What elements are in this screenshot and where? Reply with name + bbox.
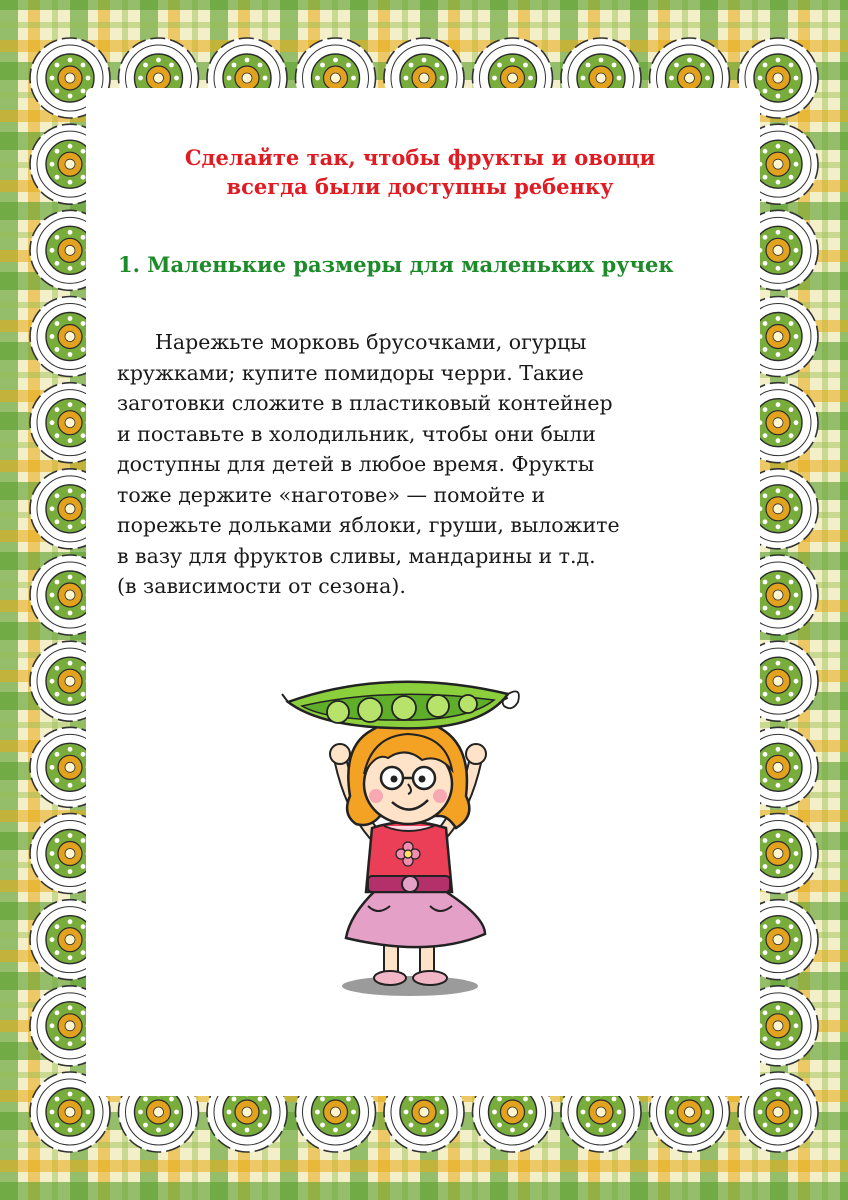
paragraph-line: порежьте дольками яблоки, груши, выложите xyxy=(117,513,620,537)
body-paragraph xyxy=(117,327,723,602)
title-line-2: всегда были доступны ребенку xyxy=(226,174,614,199)
paragraph-line: заготовки сложите в пластиковый контейнер xyxy=(117,391,613,415)
section-heading: 1. Маленькие размеры для маленьких ручек xyxy=(118,252,674,277)
paragraph-line: Нарежьте морковь брусочками, огурцы xyxy=(155,330,587,354)
girl-with-pea-pod-illustration xyxy=(280,666,520,1006)
paragraph-line: (в зависимости от сезона). xyxy=(117,574,406,598)
title-line-1: Сделайте так, чтобы фрукты и овощи xyxy=(184,145,656,170)
paragraph-line: в вазу для фруктов сливы, мандарины и т.д. xyxy=(117,543,596,568)
paragraph-line: доступны для детей в любое время. Фрукты xyxy=(117,452,595,476)
paragraph-line: кружками; купите помидоры черри. Такие xyxy=(117,360,584,385)
paragraph-line: тоже держите «наготове» — помойте и xyxy=(117,482,546,507)
page-title xyxy=(110,143,730,201)
paragraph-line: и поставьте в холодильник, чтобы они были xyxy=(117,421,596,446)
